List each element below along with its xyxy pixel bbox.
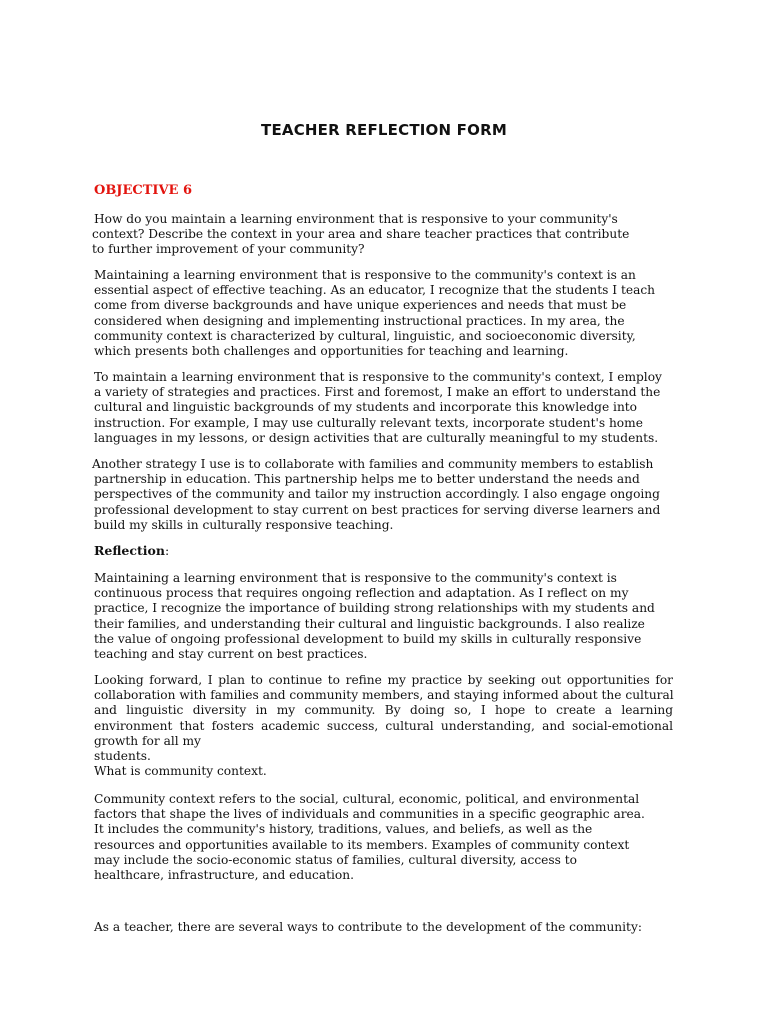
paragraph-line: To maintain a learning environment that is responsive to the community's context, I employ (94, 370, 662, 384)
paragraph-line: which presents both challenges and opportunities for teaching and learning. (94, 344, 569, 359)
paragraph-line: considered when designing and implementing instructional practices. In my area, the (94, 313, 625, 328)
paragraph-line: instruction. For example, I may use culturally relevant texts, incorporate student's home (94, 415, 643, 430)
reflection-paragraph-1 (94, 571, 655, 662)
paragraph-line: Community context refers to the social, cultural, economic, political, and environmental (94, 792, 640, 806)
question-line: to further improvement of your community? (92, 242, 365, 257)
paragraph-line: their families, and understanding their cultural and linguistic backgrounds. I also realize (94, 616, 645, 631)
paragraph-line: growth for all my (94, 733, 201, 748)
paragraph-line: partnership in education. This partnership helps me to better understand the needs and (94, 472, 640, 487)
paragraph-line: As a teacher, there are several ways to contribute to the development of the community: (94, 920, 642, 934)
paragraph-line: It includes the community's history, traditions, values, and beliefs, as well as the (94, 822, 593, 837)
paragraph-line: perspectives of the community and tailor my instruction accordingly. I also engage ongoing (94, 487, 660, 502)
question-line: How do you maintain a learning environment that is responsive to your community's (94, 212, 618, 226)
paragraph-line: healthcare, infrastructure, and education. (94, 868, 354, 883)
reflection-heading (94, 543, 169, 558)
paragraph-line: Maintaining a learning environment that is responsive to the community's context is (94, 571, 617, 585)
reflection-label: Reflection (94, 543, 165, 558)
paragraph-line: professional development to stay current on best practices for serving diverse learners and (94, 502, 661, 517)
contribution-intro-paragraph (94, 920, 642, 935)
body-paragraph-1 (94, 268, 655, 359)
paragraph-line: languages in my lessons, or design activities that are culturally meaningful to my students. (94, 430, 659, 445)
paragraph-line: community context is characterized by cultural, linguistic, and socioeconomic diversity, (94, 328, 636, 343)
question-paragraph (94, 212, 629, 258)
community-context-paragraph (94, 792, 645, 883)
paragraph-line: Looking forward, I plan to continue to refine my practice by seeking out opportunities for (94, 673, 673, 687)
paragraph-line: factors that shape the lives of individuals and communities in a specific geographic area. (94, 807, 645, 822)
paragraph-line: environment that fosters academic success, cultural understanding, and social-emotional (94, 718, 673, 733)
paragraph-line: Maintaining a learning environment that is responsive to the community's context is an (94, 268, 636, 282)
paragraph-line: cultural and linguistic backgrounds of my students and incorporate this knowledge into (94, 400, 638, 415)
paragraph-line: build my skills in culturally responsive teaching. (94, 517, 394, 532)
question-line: context? Describe the context in your area and share teacher practices that contribute (92, 227, 630, 242)
paragraph-line: collaboration with families and community members, and staying informed about the cultural (94, 688, 674, 703)
paragraph-line: may include the socio-economic status of families, cultural diversity, access to (94, 852, 577, 867)
body-paragraph-2 (94, 370, 662, 446)
paragraph-line: a variety of strategies and practices. First and foremost, I make an effort to understand the (94, 385, 661, 400)
body-paragraph-3 (92, 457, 660, 533)
question-line: What is community context. (94, 764, 267, 779)
paragraph-line: teaching and stay current on best practices. (94, 647, 368, 662)
reflection-colon: : (164, 543, 170, 558)
reflection-paragraph-2 (94, 673, 673, 779)
objective-heading: OBJECTIVE 6 (94, 183, 193, 198)
paragraph-line: come from diverse backgrounds and have unique experiences and needs that must be (94, 298, 627, 313)
paragraph-line: students. (94, 749, 151, 764)
paragraph-line: the value of ongoing professional development to build my skills in culturally responsive (94, 631, 642, 646)
paragraph-line: practice, I recognize the importance of building strong relationships with my students and (94, 601, 655, 616)
paragraph-line: and linguistic diversity in my community. By doing so, I hope to create a learning (94, 703, 673, 718)
paragraph-line: essential aspect of effective teaching. As an educator, I recognize that the students I teach (94, 283, 656, 298)
paragraph-line: resources and opportunities available to its members. Examples of community context (94, 837, 630, 852)
page-title: TEACHER REFLECTION FORM (261, 121, 507, 139)
paragraph-line: Another strategy I use is to collaborate with families and community members to establish (92, 457, 654, 471)
paragraph-line: continuous process that requires ongoing reflection and adaptation. As I reflect on my (94, 586, 629, 601)
